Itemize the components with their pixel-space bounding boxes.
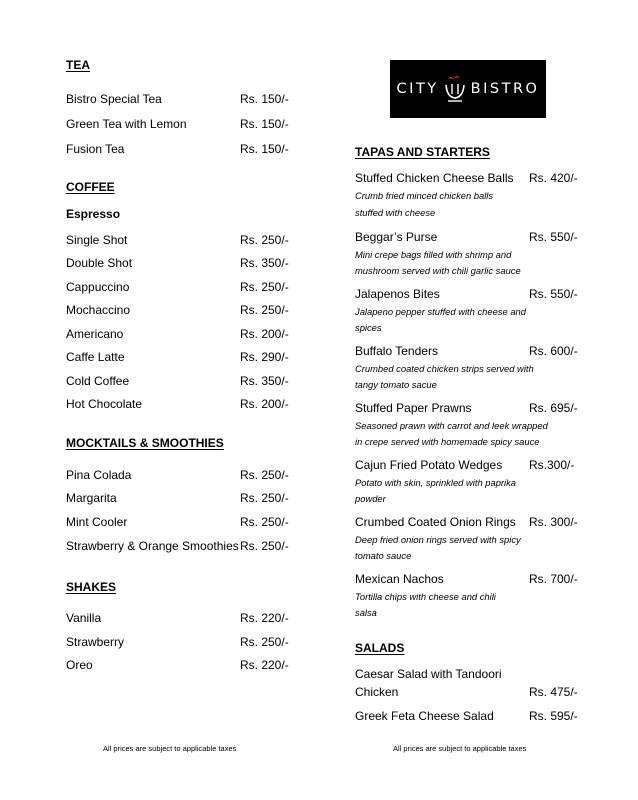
- menu-item-price: Rs.300/-: [529, 458, 575, 472]
- logo-text-bistro: BISTRO: [470, 81, 540, 97]
- menu-item-price: Rs. 200/-: [240, 327, 289, 341]
- menu-item-name: Stuffed Chicken Cheese Balls: [355, 171, 514, 185]
- cup-icon: [443, 75, 467, 103]
- menu-item-name: Americano: [66, 327, 124, 341]
- tea-heading: TEA: [66, 58, 90, 72]
- menu-item-price: Rs. 220/-: [240, 611, 289, 625]
- menu-item-price: Rs. 600/-: [529, 344, 578, 358]
- menu-item-price: Rs. 475/-: [529, 685, 578, 699]
- menu-item-name: Greek Feta Cheese Salad: [355, 709, 494, 723]
- menu-item-description: Deep fried onion rings served with spicy: [355, 534, 521, 545]
- menu-item-name: Crumbed Coated Onion Rings: [355, 515, 516, 529]
- footer-note-right: All prices are subject to applicable taxes: [393, 744, 527, 753]
- menu-item-price: Rs. 420/-: [529, 171, 578, 185]
- menu-item-description: spices: [355, 322, 382, 333]
- menu-item-name: Buffalo Tenders: [355, 344, 438, 358]
- menu-item-name-continued: Chicken: [355, 685, 399, 699]
- menu-item-description: tomato sauce: [355, 550, 412, 561]
- menu-item-description: Jalapeno pepper stuffed with cheese and: [355, 306, 526, 317]
- menu-item-description: in crepe served with homemade spicy sauce: [355, 436, 540, 447]
- tapas-heading: TAPAS AND STARTERS: [355, 145, 490, 159]
- menu-item-price: Rs. 250/-: [240, 515, 289, 529]
- espresso-subheading: Espresso: [66, 207, 121, 221]
- menu-item-price: Rs. 350/-: [240, 374, 289, 388]
- menu-item-price: Rs. 150/-: [240, 142, 289, 156]
- menu-item-description: salsa: [355, 607, 377, 618]
- menu-item-name: Beggar’s Purse: [355, 230, 438, 244]
- menu-item-name: Vanilla: [66, 611, 102, 625]
- coffee-heading: COFFEE: [66, 180, 115, 194]
- menu-item-name: Mexican Nachos: [355, 572, 444, 586]
- menu-item-name: Cold Coffee: [66, 374, 130, 388]
- menu-item-price: Rs. 200/-: [240, 397, 289, 411]
- menu-item-name: Pina Colada: [66, 468, 132, 482]
- menu-item-description: stuffed with cheese: [355, 207, 436, 218]
- menu-item-name: Cajun Fried Potato Wedges: [355, 458, 503, 472]
- menu-item-description: Crumbed coated chicken strips served with: [355, 363, 534, 374]
- menu-item-name: Caffe Latte: [66, 350, 125, 364]
- menu-item-name: Double Shot: [66, 256, 133, 270]
- menu-item-price: Rs. 250/-: [240, 539, 289, 553]
- menu-item-price: Rs. 350/-: [240, 256, 289, 270]
- menu-item-price: Rs. 150/-: [240, 92, 289, 106]
- menu-item-price: Rs. 250/-: [240, 491, 289, 505]
- menu-item-price: Rs. 220/-: [240, 658, 289, 672]
- menu-item-price: Rs. 250/-: [240, 635, 289, 649]
- menu-item-name: Mint Cooler: [66, 515, 128, 529]
- menu-item-price: Rs. 595/-: [529, 709, 578, 723]
- menu-item-name: Cappuccino: [66, 280, 130, 294]
- mocktails-heading: MOCKTAILS & SMOOTHIES: [66, 436, 224, 450]
- menu-item-price: Rs. 250/-: [240, 233, 289, 247]
- menu-item-name: Oreo: [66, 658, 93, 672]
- menu-item-name: Caesar Salad with Tandoori: [355, 667, 502, 681]
- menu-item-price: Rs. 250/-: [240, 303, 289, 317]
- menu-item-description: Tortilla chips with cheese and chili: [355, 591, 496, 602]
- menu-item-name: Margarita: [66, 491, 117, 505]
- shakes-heading: SHAKES: [66, 580, 117, 594]
- menu-item-name: Bistro Special Tea: [66, 92, 162, 106]
- city-bistro-logo: [390, 60, 546, 118]
- menu-item-description: Mini crepe bags filled with shrimp and: [355, 249, 512, 260]
- menu-item-price: Rs. 250/-: [240, 468, 289, 482]
- menu-item-description: Crumb fried minced chicken balls: [355, 190, 494, 201]
- menu-item-price: Rs. 700/-: [529, 572, 578, 586]
- menu-item-price: Rs. 290/-: [240, 350, 289, 364]
- menu-item-name: Green Tea with Lemon: [66, 117, 187, 131]
- menu-item-price: Rs. 550/-: [529, 287, 578, 301]
- menu-item-price: Rs. 695/-: [529, 401, 578, 415]
- menu-item-description: tangy tomato sacue: [355, 379, 437, 390]
- menu-item-name: Single Shot: [66, 233, 128, 247]
- menu-item-name: Fusion Tea: [66, 142, 125, 156]
- menu-item-name: Strawberry: [66, 635, 125, 649]
- menu-item-description: powder: [355, 493, 386, 504]
- menu-item-name: Jalapenos Bites: [355, 287, 440, 301]
- menu-item-name: Mochaccino: [66, 303, 131, 317]
- logo-text-city: CITY: [396, 81, 439, 97]
- footer-note-left: All prices are subject to applicable taxes: [103, 744, 237, 753]
- menu-item-price: Rs. 250/-: [240, 280, 289, 294]
- menu-item-name: Hot Chocolate: [66, 397, 143, 411]
- menu-item-description: Potato with skin, sprinkled with paprika: [355, 477, 517, 488]
- menu-item-price: Rs. 550/-: [529, 230, 578, 244]
- menu-item-price: Rs. 150/-: [240, 117, 289, 131]
- menu-item-description: Seasoned prawn with carrot and leek wrapped: [355, 420, 548, 431]
- salads-heading: SALADS: [355, 641, 405, 655]
- menu-item-name: Stuffed Paper Prawns: [355, 401, 472, 415]
- menu-item-description: mushroom served with chili garlic sauce: [355, 265, 521, 276]
- menu-item-name: Strawberry & Orange Smoothies: [66, 539, 239, 553]
- menu-item-price: Rs. 300/-: [529, 515, 578, 529]
